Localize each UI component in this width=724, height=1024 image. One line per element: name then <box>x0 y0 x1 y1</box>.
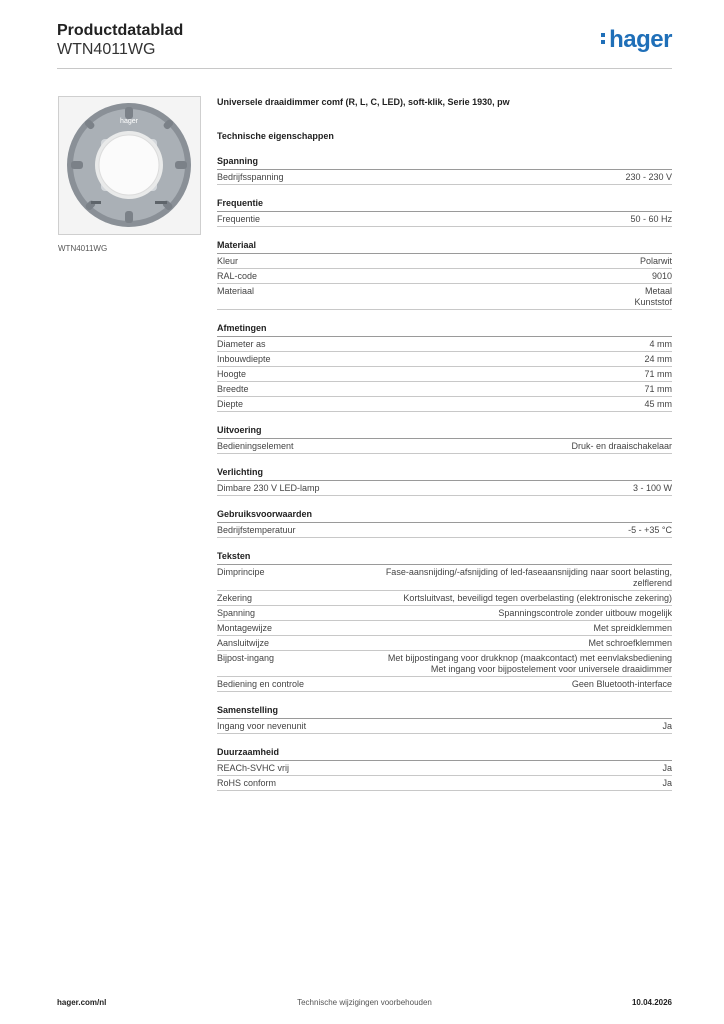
product-image <box>58 96 201 235</box>
spec-label: Diameter as <box>217 339 266 349</box>
spec-row <box>217 284 672 310</box>
spec-value: Druk- en draaischakelaar <box>571 441 672 451</box>
logo-dots-icon <box>601 30 607 47</box>
spec-section <box>217 551 672 692</box>
spec-row <box>217 621 672 636</box>
spec-label: Dimbare 230 V LED-lamp <box>217 483 320 493</box>
spec-value: Polarwit <box>639 256 672 266</box>
spec-row <box>217 397 672 412</box>
spec-row <box>217 337 672 352</box>
spec-label: Breedte <box>217 384 249 394</box>
spec-label: Bedrijfsspanning <box>217 172 284 182</box>
spec-value: Ja <box>662 763 672 773</box>
technical-properties-heading: Technische eigenschappen <box>217 131 334 141</box>
spec-row <box>217 591 672 606</box>
spec-label: Materiaal <box>217 286 255 296</box>
hager-logo <box>601 26 672 54</box>
spec-value: Met bijpostingang voor drukknop (maakcontact) met eenvlaksbediening Met ingang voor bijpostelement voor universele draaidimmer <box>387 653 672 674</box>
header-divider <box>57 68 672 69</box>
spec-label: Zekering <box>217 593 253 603</box>
spec-label: Bedrijfstemperatuur <box>217 525 296 535</box>
spec-label: Ingang voor nevenunit <box>217 721 307 731</box>
section-title: Duurzaamheid <box>217 747 672 761</box>
section-title: Teksten <box>217 551 672 565</box>
spec-row <box>217 523 672 538</box>
spec-section <box>217 705 672 734</box>
spec-row <box>217 367 672 382</box>
document-title: Productdatablad <box>57 22 184 39</box>
spec-value: Geen Bluetooth-interface <box>571 679 672 689</box>
spec-row <box>217 481 672 496</box>
section-title: Materiaal <box>217 240 672 254</box>
dimmer-product-photo-icon <box>59 97 200 234</box>
spec-value: 3 - 100 W <box>632 483 672 493</box>
logo-text: hager <box>609 26 672 53</box>
spec-label: Inbouwdiepte <box>217 354 271 364</box>
spec-row <box>217 776 672 791</box>
spec-section <box>217 509 672 538</box>
spec-label: Spanning <box>217 608 256 618</box>
spec-label: Kleur <box>217 256 239 266</box>
spec-value: Spanningscontrole zonder uitbouw mogelijk <box>498 608 672 618</box>
spec-label: RAL-code <box>217 271 258 281</box>
spec-label: Hoogte <box>217 369 247 379</box>
spec-value: Ja <box>662 778 672 788</box>
spec-label: Aansluitwijze <box>217 638 270 648</box>
spec-row <box>217 352 672 367</box>
spec-value: Fase-aansnijding/-afsnijding of led-faseaansnijding naar soort belasting, zelflerend <box>385 567 672 588</box>
spec-row <box>217 677 672 692</box>
spec-row <box>217 761 672 776</box>
spec-row <box>217 212 672 227</box>
spec-value: 24 mm <box>644 354 672 364</box>
spec-section <box>217 467 672 496</box>
section-title: Verlichting <box>217 467 672 481</box>
spec-row <box>217 254 672 269</box>
spec-value: Metaal Kunststof <box>634 286 672 307</box>
spec-value: Met schroefklemmen <box>588 638 672 648</box>
spec-value: 4 mm <box>649 339 672 349</box>
spec-row <box>217 269 672 284</box>
section-title: Afmetingen <box>217 323 672 337</box>
spec-section <box>217 240 672 310</box>
spec-label: Diepte <box>217 399 244 409</box>
spec-sections <box>217 156 672 791</box>
spec-value: 50 - 60 Hz <box>630 214 672 224</box>
spec-section <box>217 323 672 412</box>
section-title: Spanning <box>217 156 672 170</box>
spec-section <box>217 425 672 454</box>
spec-label: Bediening en controle <box>217 679 305 689</box>
product-description: Universele draaidimmer comf (R, L, C, LED), soft-klik, Serie 1930, pw <box>217 97 510 107</box>
spec-value: Kortsluitvast, beveiligd tegen overbelasting (elektronische zekering) <box>403 593 672 603</box>
spec-section <box>217 198 672 227</box>
device-label: hager <box>120 118 138 125</box>
spec-row <box>217 719 672 734</box>
spec-row <box>217 636 672 651</box>
spec-value: 230 - 230 V <box>625 172 672 182</box>
section-title: Samenstelling <box>217 705 672 719</box>
section-title: Gebruiksvoorwaarden <box>217 509 672 523</box>
spec-value: 71 mm <box>644 369 672 379</box>
product-code: WTN4011WG <box>57 41 156 58</box>
spec-value: 45 mm <box>644 399 672 409</box>
footer-disclaimer: Technische wijzigingen voorbehouden <box>297 998 432 1007</box>
spec-value: Met spreidklemmen <box>593 623 672 633</box>
image-caption: WTN4011WG <box>58 244 108 253</box>
spec-section <box>217 747 672 791</box>
spec-label: RoHS conform <box>217 778 277 788</box>
spec-value: Ja <box>662 721 672 731</box>
spec-row <box>217 439 672 454</box>
spec-row <box>217 170 672 185</box>
spec-row <box>217 651 672 677</box>
spec-label: Frequentie <box>217 214 261 224</box>
spec-content <box>217 96 672 804</box>
spec-label: Dimprincipe <box>217 567 265 577</box>
spec-label: Montagewijze <box>217 623 273 633</box>
spec-label: REACh-SVHC vrij <box>217 763 290 773</box>
spec-row <box>217 382 672 397</box>
spec-section <box>217 156 672 185</box>
spec-label: Bedieningselement <box>217 441 294 451</box>
footer-website: hager.com/nl <box>57 998 107 1007</box>
spec-row <box>217 565 672 591</box>
spec-value: 71 mm <box>644 384 672 394</box>
spec-value: 9010 <box>651 271 672 281</box>
section-title: Frequentie <box>217 198 672 212</box>
page-header <box>57 22 672 68</box>
footer-date: 10.04.2026 <box>631 998 672 1007</box>
spec-row <box>217 606 672 621</box>
spec-value: -5 - +35 °C <box>628 525 672 535</box>
spec-label: Bijpost-ingang <box>217 653 275 663</box>
section-title: Uitvoering <box>217 425 672 439</box>
